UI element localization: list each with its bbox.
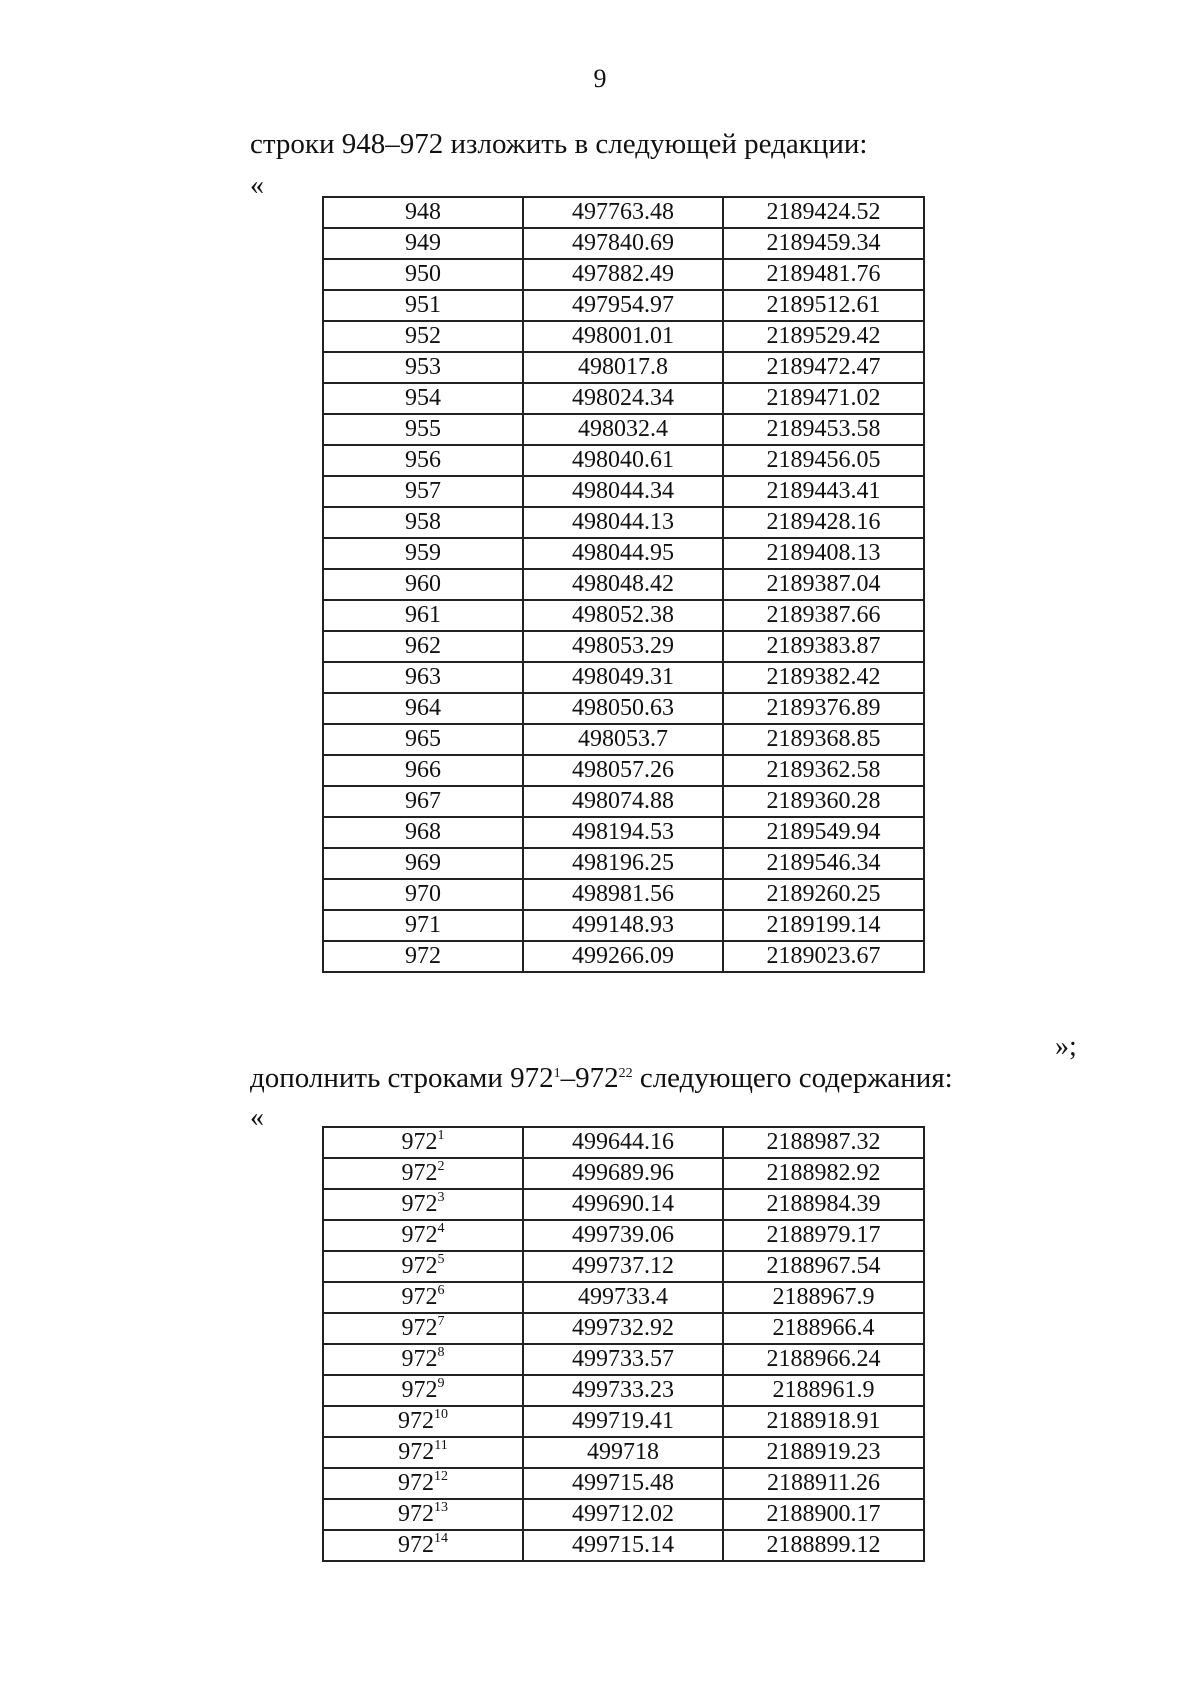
y-coordinate-cell: 2189443.41: [723, 476, 924, 507]
point-number-cell: 957: [323, 476, 523, 507]
table-row: [323, 1313, 924, 1344]
point-number-cell: 954: [323, 383, 523, 414]
section2-heading-sup2: 22: [618, 1066, 633, 1081]
table-row: [323, 414, 924, 445]
x-coordinate-cell: 498053.7: [523, 724, 723, 755]
x-coordinate-cell: 499715.14: [523, 1530, 723, 1561]
x-coordinate-cell: 499689.96: [523, 1158, 723, 1189]
x-coordinate-cell: 498049.31: [523, 662, 723, 693]
point-number-cell: 949: [323, 228, 523, 259]
section1-heading: строки 948–972 изложить в следующей редакции:: [250, 128, 868, 160]
point-number-cell: 955: [323, 414, 523, 445]
table-row: [323, 1375, 924, 1406]
y-coordinate-cell: 2188987.32: [723, 1127, 924, 1158]
y-coordinate-cell: 2189023.67: [723, 941, 924, 972]
table-row: [323, 1189, 924, 1220]
point-number-cell: [323, 1437, 523, 1468]
table-row: [323, 569, 924, 600]
x-coordinate-cell: 498032.4: [523, 414, 723, 445]
x-coordinate-cell: 498074.88: [523, 786, 723, 817]
point-number-cell: 961: [323, 600, 523, 631]
x-coordinate-cell: 498196.25: [523, 848, 723, 879]
x-coordinate-cell: 499690.14: [523, 1189, 723, 1220]
x-coordinate-cell: 499733.57: [523, 1344, 723, 1375]
point-number-base: 972: [398, 1501, 434, 1527]
x-coordinate-cell: 498048.42: [523, 569, 723, 600]
point-number-cell: [323, 1127, 523, 1158]
point-number-index: 5: [437, 1252, 445, 1267]
x-coordinate-cell: 499737.12: [523, 1251, 723, 1282]
point-number-index: 9: [437, 1376, 445, 1391]
point-number-cell: 958: [323, 507, 523, 538]
x-coordinate-cell: 499733.23: [523, 1375, 723, 1406]
y-coordinate-cell: 2189459.34: [723, 228, 924, 259]
y-coordinate-cell: 2188984.39: [723, 1189, 924, 1220]
point-number-cell: 956: [323, 445, 523, 476]
y-coordinate-cell: 2188979.17: [723, 1220, 924, 1251]
point-number-base: 972: [401, 1129, 438, 1155]
y-coordinate-cell: 2189428.16: [723, 507, 924, 538]
table-row: [323, 817, 924, 848]
point-number-base: 972: [398, 1408, 434, 1434]
coordinates-table-2: [322, 1126, 925, 1562]
point-number-cell: 948: [323, 197, 523, 228]
point-number-base: 972: [401, 1284, 438, 1310]
x-coordinate-cell: 498053.29: [523, 631, 723, 662]
table-row: [323, 1251, 924, 1282]
point-number-cell: 968: [323, 817, 523, 848]
point-number-base: 972: [401, 1160, 438, 1186]
point-number-cell: [323, 1282, 523, 1313]
point-number-cell: 966: [323, 755, 523, 786]
table-row: [323, 383, 924, 414]
point-number-cell: [323, 1344, 523, 1375]
table-row: [323, 631, 924, 662]
y-coordinate-cell: 2189481.76: [723, 259, 924, 290]
table-row: [323, 1158, 924, 1189]
point-number-index: 14: [434, 1531, 448, 1546]
x-coordinate-cell: 497882.49: [523, 259, 723, 290]
table-row: [323, 321, 924, 352]
y-coordinate-cell: 2188918.91: [723, 1406, 924, 1437]
point-number-index: 11: [434, 1438, 448, 1453]
y-coordinate-cell: 2189549.94: [723, 817, 924, 848]
table-row: [323, 848, 924, 879]
point-number-index: 6: [437, 1283, 445, 1298]
point-number-index: 8: [437, 1345, 445, 1360]
x-coordinate-cell: 497954.97: [523, 290, 723, 321]
x-coordinate-cell: 497840.69: [523, 228, 723, 259]
x-coordinate-cell: 498044.13: [523, 507, 723, 538]
table-row: [323, 476, 924, 507]
table-row: [323, 600, 924, 631]
section1-open-quote: «: [250, 170, 264, 201]
table-row: [323, 693, 924, 724]
table-row: [323, 352, 924, 383]
point-number-base: 972: [401, 1315, 438, 1341]
point-number-cell: 952: [323, 321, 523, 352]
point-number-cell: [323, 1189, 523, 1220]
point-number-index: 7: [437, 1314, 445, 1329]
x-coordinate-cell: 499712.02: [523, 1499, 723, 1530]
x-coordinate-cell: 499644.16: [523, 1127, 723, 1158]
table-row: [323, 786, 924, 817]
y-coordinate-cell: 2188961.9: [723, 1375, 924, 1406]
y-coordinate-cell: 2188899.12: [723, 1530, 924, 1561]
x-coordinate-cell: 498040.61: [523, 445, 723, 476]
section2-heading-sup1: 1: [553, 1066, 561, 1081]
section2-heading-pre: дополнить строками 972: [250, 1062, 554, 1094]
y-coordinate-cell: 2188967.9: [723, 1282, 924, 1313]
x-coordinate-cell: 498017.8: [523, 352, 723, 383]
y-coordinate-cell: 2189529.42: [723, 321, 924, 352]
table-row: [323, 1468, 924, 1499]
table-row: [323, 259, 924, 290]
point-number-base: 972: [398, 1532, 434, 1558]
point-number-index: 2: [437, 1159, 445, 1174]
y-coordinate-cell: 2189383.87: [723, 631, 924, 662]
x-coordinate-cell: 498001.01: [523, 321, 723, 352]
point-number-cell: [323, 1530, 523, 1561]
table-row: [323, 910, 924, 941]
point-number-cell: 950: [323, 259, 523, 290]
point-number-cell: [323, 1375, 523, 1406]
table-row: [323, 1344, 924, 1375]
x-coordinate-cell: 497763.48: [523, 197, 723, 228]
x-coordinate-cell: 498024.34: [523, 383, 723, 414]
point-number-cell: 962: [323, 631, 523, 662]
point-number-base: 972: [401, 1191, 438, 1217]
point-number-cell: 964: [323, 693, 523, 724]
x-coordinate-cell: 498044.95: [523, 538, 723, 569]
x-coordinate-cell: 499148.93: [523, 910, 723, 941]
x-coordinate-cell: 498057.26: [523, 755, 723, 786]
y-coordinate-cell: 2189424.52: [723, 197, 924, 228]
table-row: [323, 507, 924, 538]
y-coordinate-cell: 2189260.25: [723, 879, 924, 910]
table-row: [323, 538, 924, 569]
y-coordinate-cell: 2189546.34: [723, 848, 924, 879]
y-coordinate-cell: 2188966.4: [723, 1313, 924, 1344]
y-coordinate-cell: 2189360.28: [723, 786, 924, 817]
x-coordinate-cell: 498044.34: [523, 476, 723, 507]
table-row: [323, 197, 924, 228]
y-coordinate-cell: 2189453.58: [723, 414, 924, 445]
table-row: [323, 228, 924, 259]
section1-close-quote: »;: [1055, 1031, 1077, 1062]
y-coordinate-cell: 2188919.23: [723, 1437, 924, 1468]
table-row: [323, 1437, 924, 1468]
x-coordinate-cell: 499718: [523, 1437, 723, 1468]
y-coordinate-cell: 2188900.17: [723, 1499, 924, 1530]
y-coordinate-cell: 2189376.89: [723, 693, 924, 724]
table-row: [323, 1406, 924, 1437]
x-coordinate-cell: 499739.06: [523, 1220, 723, 1251]
table-row: [323, 1530, 924, 1561]
point-number-index: 10: [434, 1407, 448, 1422]
point-number-cell: [323, 1313, 523, 1344]
coordinates-table-1: [322, 196, 925, 973]
x-coordinate-cell: 498194.53: [523, 817, 723, 848]
y-coordinate-cell: 2189387.04: [723, 569, 924, 600]
x-coordinate-cell: 498050.63: [523, 693, 723, 724]
point-number-cell: 953: [323, 352, 523, 383]
page-number: 9: [593, 64, 607, 93]
point-number-index: 13: [434, 1500, 448, 1515]
point-number-base: 972: [398, 1470, 434, 1496]
y-coordinate-cell: 2189362.58: [723, 755, 924, 786]
section2-open-quote: «: [250, 1102, 264, 1133]
point-number-cell: 951: [323, 290, 523, 321]
point-number-index: 12: [434, 1469, 448, 1484]
point-number-cell: 971: [323, 910, 523, 941]
table-row: [323, 879, 924, 910]
table-row: [323, 755, 924, 786]
section2-heading: [250, 1062, 953, 1095]
point-number-cell: [323, 1499, 523, 1530]
y-coordinate-cell: 2188982.92: [723, 1158, 924, 1189]
y-coordinate-cell: 2188967.54: [723, 1251, 924, 1282]
y-coordinate-cell: 2189456.05: [723, 445, 924, 476]
point-number-index: 1: [437, 1128, 445, 1143]
y-coordinate-cell: 2188966.24: [723, 1344, 924, 1375]
point-number-cell: 967: [323, 786, 523, 817]
y-coordinate-cell: 2189199.14: [723, 910, 924, 941]
table-row: [323, 1282, 924, 1313]
table-row: [323, 290, 924, 321]
point-number-cell: [323, 1468, 523, 1499]
point-number-base: 972: [398, 1439, 435, 1465]
point-number-cell: [323, 1220, 523, 1251]
point-number-base: 972: [401, 1253, 438, 1279]
x-coordinate-cell: 499719.41: [523, 1406, 723, 1437]
x-coordinate-cell: 499732.92: [523, 1313, 723, 1344]
x-coordinate-cell: 498052.38: [523, 600, 723, 631]
y-coordinate-cell: 2189512.61: [723, 290, 924, 321]
x-coordinate-cell: 499266.09: [523, 941, 723, 972]
table-row: [323, 445, 924, 476]
point-number-base: 972: [401, 1222, 438, 1248]
point-number-cell: 969: [323, 848, 523, 879]
point-number-cell: 972: [323, 941, 523, 972]
point-number-cell: 959: [323, 538, 523, 569]
y-coordinate-cell: 2189471.02: [723, 383, 924, 414]
y-coordinate-cell: 2189368.85: [723, 724, 924, 755]
point-number-cell: 970: [323, 879, 523, 910]
table-row: [323, 1220, 924, 1251]
x-coordinate-cell: 499733.4: [523, 1282, 723, 1313]
y-coordinate-cell: 2189408.13: [723, 538, 924, 569]
section2-heading-post: следующего содержания:: [632, 1062, 953, 1094]
y-coordinate-cell: 2189387.66: [723, 600, 924, 631]
table-row: [323, 724, 924, 755]
point-number-base: 972: [401, 1377, 438, 1403]
section2-heading-dash: –972: [560, 1062, 619, 1094]
point-number-cell: 960: [323, 569, 523, 600]
point-number-index: 4: [437, 1221, 445, 1236]
point-number-cell: 963: [323, 662, 523, 693]
point-number-base: 972: [401, 1346, 438, 1372]
point-number-cell: [323, 1406, 523, 1437]
table-row: [323, 1499, 924, 1530]
x-coordinate-cell: 498981.56: [523, 879, 723, 910]
point-number-cell: [323, 1251, 523, 1282]
y-coordinate-cell: 2189472.47: [723, 352, 924, 383]
x-coordinate-cell: 499715.48: [523, 1468, 723, 1499]
table-row: [323, 1127, 924, 1158]
point-number-index: 3: [437, 1190, 445, 1205]
table-row: [323, 662, 924, 693]
y-coordinate-cell: 2189382.42: [723, 662, 924, 693]
point-number-cell: [323, 1158, 523, 1189]
y-coordinate-cell: 2188911.26: [723, 1468, 924, 1499]
point-number-cell: 965: [323, 724, 523, 755]
table-row: [323, 941, 924, 972]
